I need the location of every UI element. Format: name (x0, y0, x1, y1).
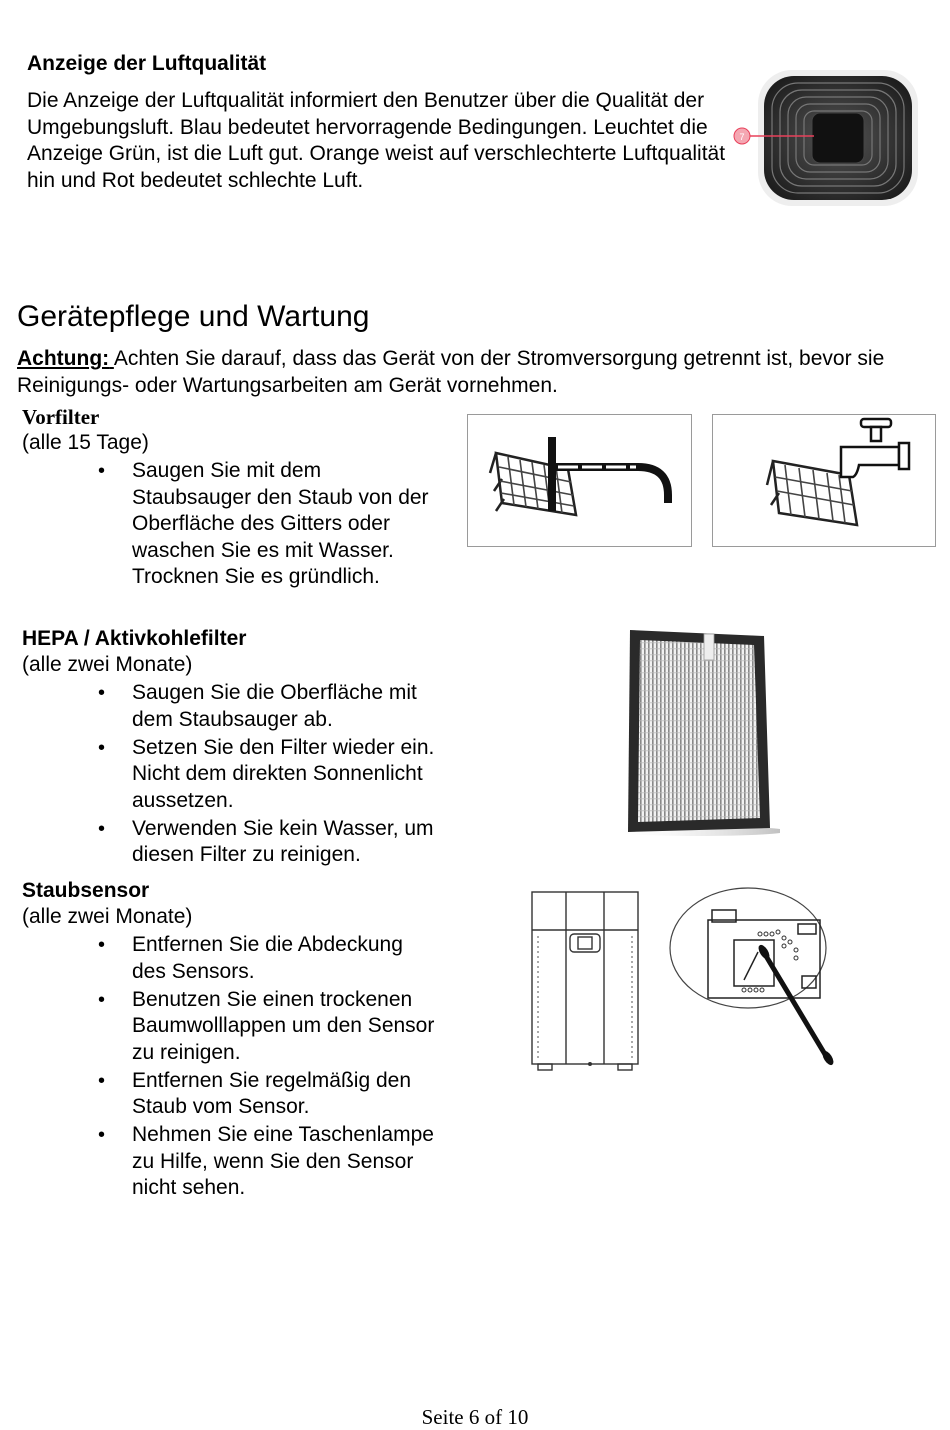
purifier-device-illustration (528, 890, 644, 1072)
vacuum-cleaning-illustration (467, 414, 692, 547)
list-item: • Verwenden Sie kein Wasser, um diesen Filter zu reinigen. (22, 816, 447, 869)
air-quality-indicator-illustration (728, 68, 924, 208)
list-item: • Saugen Sie mit dem Staubsauger den Staub von der Oberfläche des Gitters oder waschen Sie es mit Wasser. Trocknen Sie es gründlich. (22, 458, 432, 591)
list-item: • Nehmen Sie eine Taschenlampe zu Hilfe, wenn Sie den Sensor nicht sehen. (22, 1122, 442, 1202)
dust-sensor-illustration (668, 886, 838, 1066)
warning-text: Achten Sie darauf, dass das Gerät von der Stromversorgung getrennt ist, bevor sie Reinigungs- oder Wartungsarbeiten am Gerät vornehmen. (17, 347, 885, 397)
list-item: • Benutzen Sie einen trockenen Baumwolllappen um den Sensor zu reinigen. (22, 987, 442, 1067)
prefilter-heading: Vorfilter (22, 405, 100, 429)
air-quality-paragraph: Die Anzeige der Luftqualität informiert den Benutzer über die Qualität der Umgebungsluft. Blau bedeutet hervorragende Bedingungen. Leuchtet die Anzeige Grün, ist die Luft gut. Orange weist auf verschlechterte Luftqualität hin und Rot bedeutet schlechte Luft. (27, 89, 726, 192)
water-tap-illustration (712, 414, 936, 547)
warning-label: Achtung: (17, 347, 110, 370)
page-number: Seite 6 of 10 (421, 1405, 529, 1429)
prefilter-list (22, 458, 432, 592)
list-item: • Entfernen Sie regelmäßig den Staub vom Sensor. (22, 1068, 442, 1121)
list-item: • Setzen Sie den Filter wieder ein. Nicht dem direkten Sonnenlicht aussetzen. (22, 735, 447, 815)
sensor-heading: Staubsensor (22, 879, 150, 902)
air-quality-heading: Anzeige der Luftqualität (27, 52, 267, 75)
callout-number: 7 (739, 132, 745, 142)
care-title: Gerätepflege und Wartung (17, 300, 370, 333)
hepa-filter-illustration (548, 628, 780, 838)
hepa-interval: (alle zwei Monate) (22, 653, 193, 676)
hepa-heading: HEPA / Aktivkohlefilter (22, 627, 247, 650)
list-item: • Entfernen Sie die Abdeckung des Sensors. (22, 932, 442, 985)
care-warning (17, 346, 932, 399)
sensor-list (22, 932, 442, 1203)
hepa-list (22, 680, 447, 870)
sensor-interval: (alle zwei Monate) (22, 905, 193, 928)
prefilter-interval: (alle 15 Tage) (22, 431, 149, 454)
list-item: • Saugen Sie die Oberfläche mit dem Staubsauger ab. (22, 680, 447, 733)
